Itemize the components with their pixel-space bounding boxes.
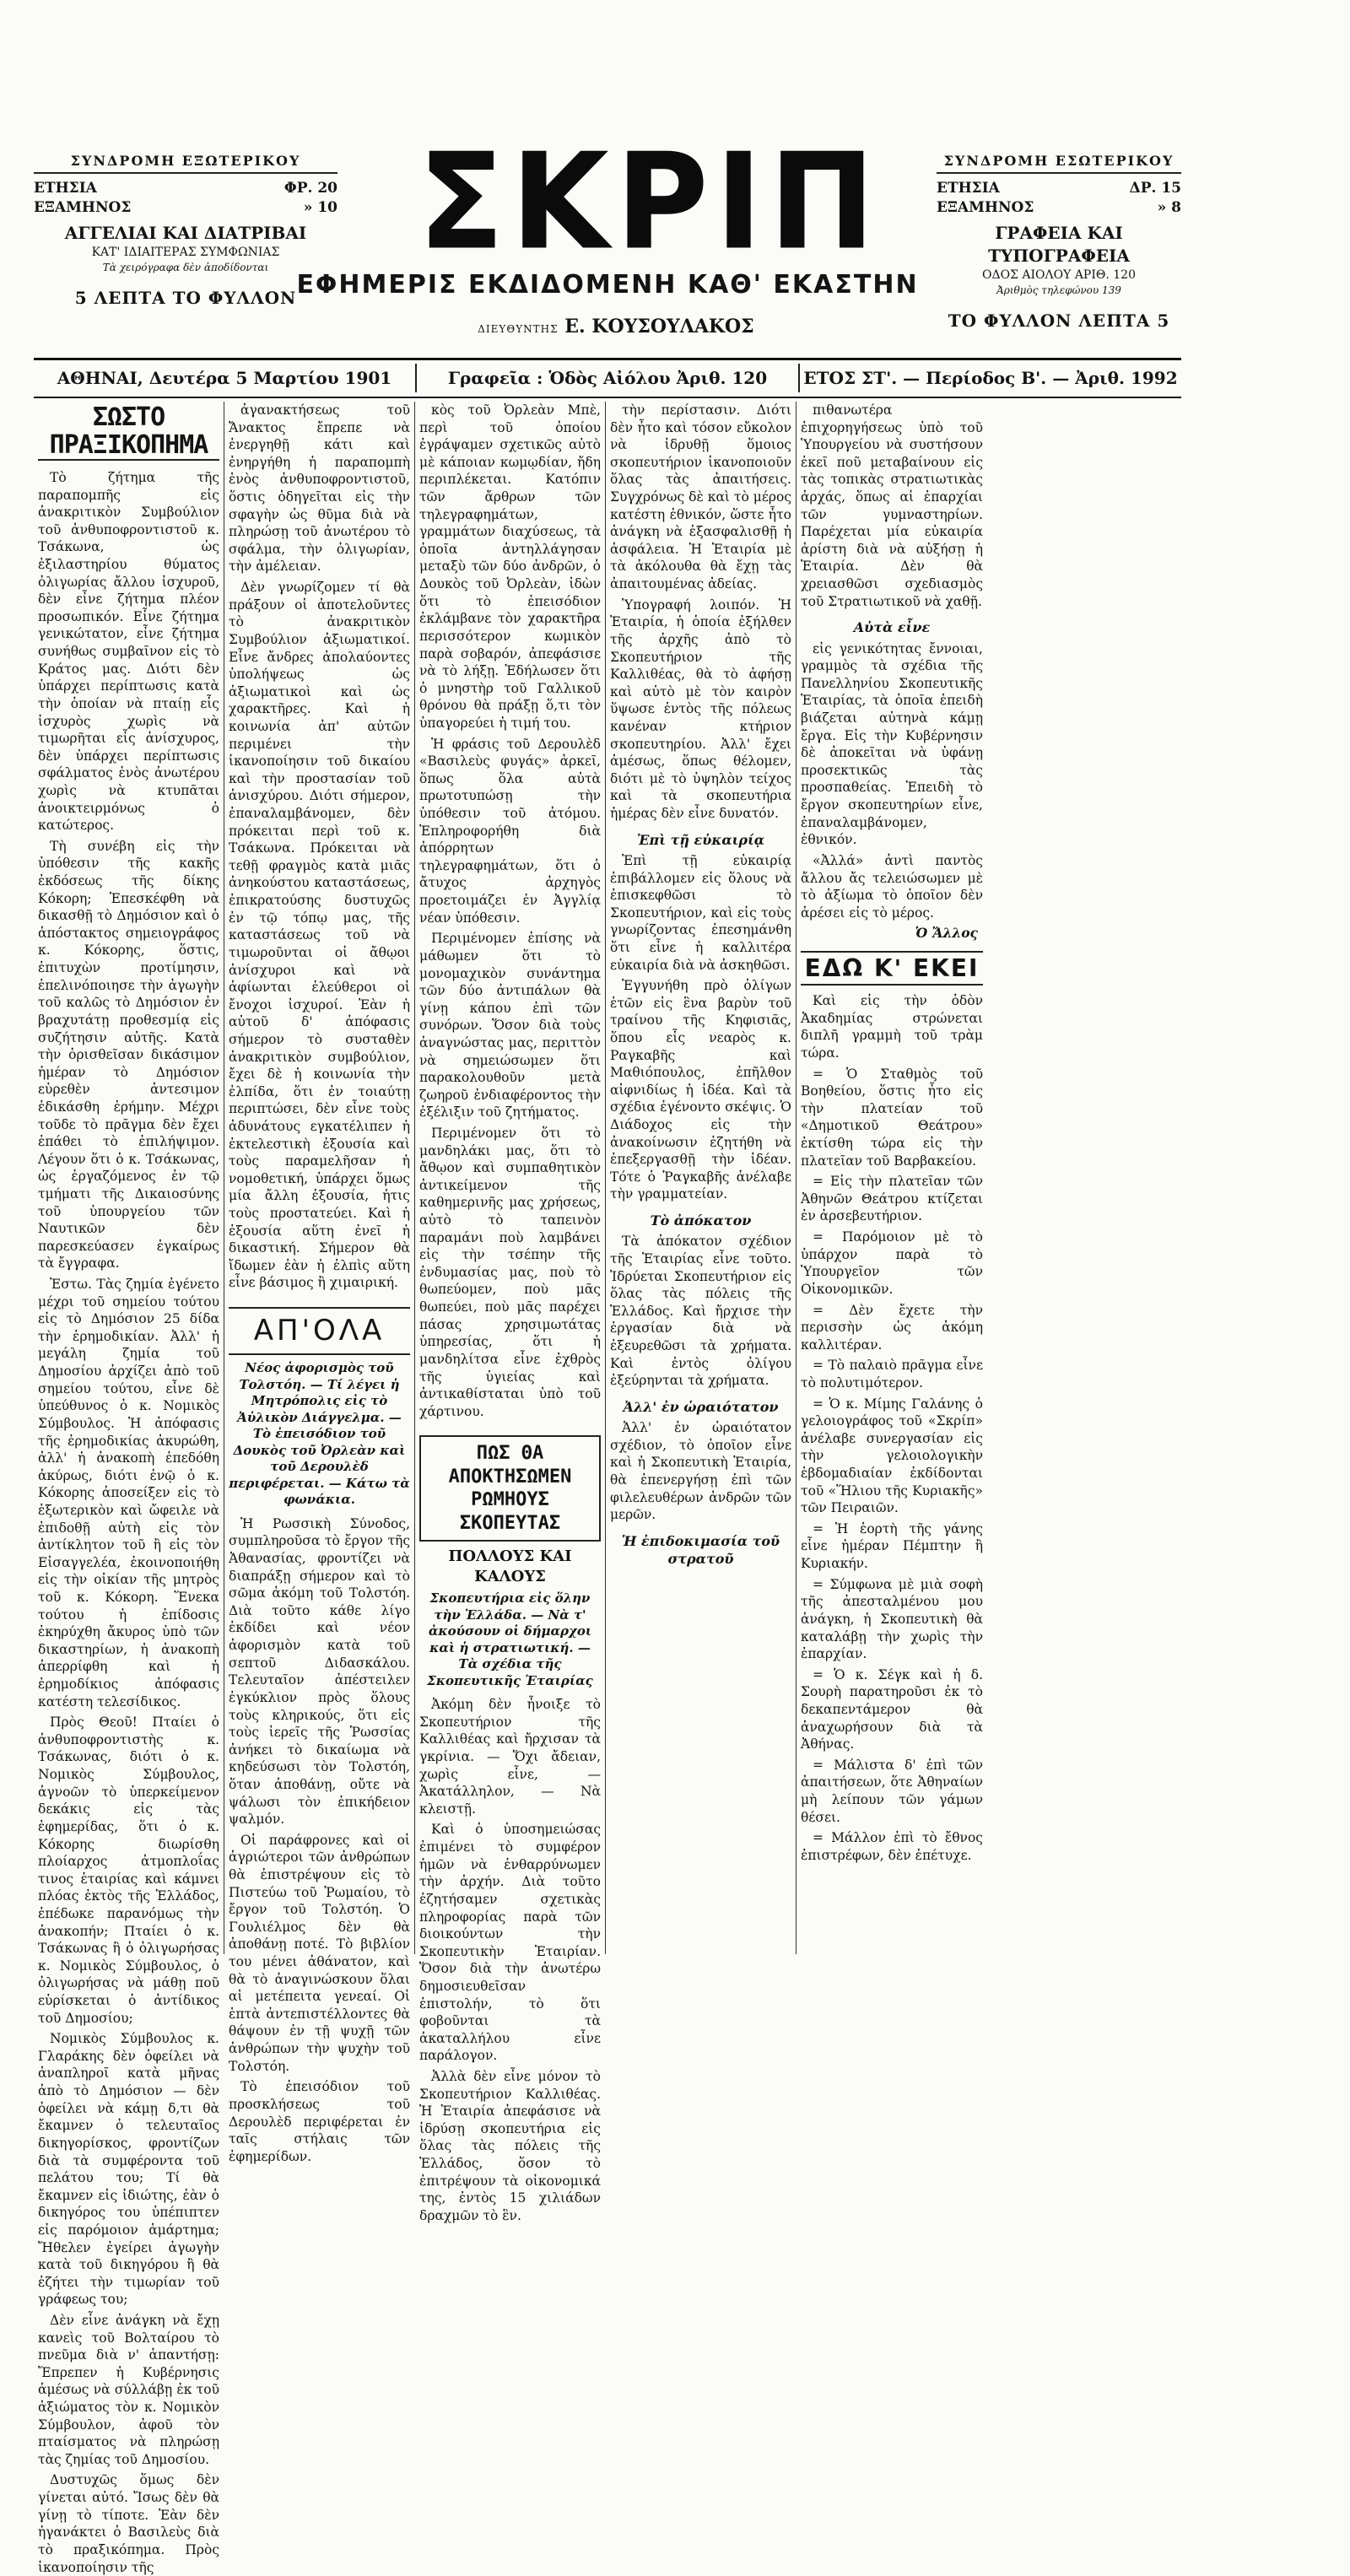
paragraph: Δυστυχῶς ὅμως δὲν γίνεται αὐτό. Ἴσως δὲν θὰ γίνῃ τὸ τίποτε. Ἐὰν δὲν ἠγανάκτει ὁ Βασιλεὺς διὰ τὸ πραξικόπημα. Πρὸς ἱκανοποίησιν τῆς: [38, 2472, 219, 2575]
brief-item: Καὶ εἰς τὴν ὁδὸν Ἀκαδημίας στρώνεται διπλῆ γραμμὴ τοῦ τρὰμ τώρα.: [801, 993, 983, 1061]
brief-item: = Τὸ παλαιὸ πρᾶγμα εἶνε τὸ πολυτιμότερον.: [801, 1358, 983, 1391]
subheading: Τὸ ἀπόκατον: [650, 1212, 752, 1229]
annual-label: ΕΤΗΣΙΑ: [34, 179, 97, 197]
brief-item: = Μάλλον ἐπὶ τὸ ἔθνος ἐπιστρέφων, δὲν ἐπέτυχε.: [801, 1830, 983, 1863]
lead-headline: ΣΩΣΤΟ ΠΡΑΞΙΚΟΠΗΜΑ: [38, 403, 219, 461]
paragraph: τὴν περίστασιν. Διότι δὲν ἦτο καὶ τόσον εὔκολον νὰ ἱδρυθῇ ὅμοιος σκοπευτήριον ἱκανοποιοῦν ὅλας τὰς ἀπαιτήσεις. Συγχρόνως δὲ καὶ τὸ μέρος κατέστη ἐθνικόν, ὥστε ἦτο ἀνάγκη νὰ ἐξασφαλισθῇ ἡ ἀσφάλεια. Ἡ Ἑταιρία μὲ τὰ ἀκόλουθα θὰ ἔχῃ τὰς ἀπαιτουμένας ἀδείας.: [610, 402, 791, 592]
issue-date: ΑΘΗΝΑΙ, Δευτέρα 5 Μαρτίου 1901: [57, 368, 392, 388]
director: [405, 316, 827, 338]
manuscripts-note: Τὰ χειρόγραφα δὲν ἀποδίδονται: [102, 262, 269, 274]
semi-value: » 8: [1157, 198, 1181, 216]
annual-value: ΦΡ. 20: [284, 179, 338, 197]
paragraph: ἀγανακτήσεως τοῦ Ἄνακτος ἔπρεπε νὰ ἐνεργηθῇ κάτι καὶ ἐνηργήθη ἡ παραπομπὴ ἑνὸς ἀνθυποφροντιστοῦ, ὅστις ὁδηγεῖται εἰς τὴν σφαγὴν ὡς θῦμα διὰ νὰ πληρώσῃ τοῦ ἀνωτέρου τὸ σφάλμα, τὴν ὀλιγωρίαν, τὴν ἀμέλειαν.: [229, 402, 410, 575]
director-name: Ε. ΚΟΥΣΟΥΛΑΚΟΣ: [564, 316, 754, 338]
ads-note: ΚΑΤ' ΙΔΙΑΙΤΕΡΑΣ ΣΥΜΦΩΝΙΑΣ: [91, 246, 280, 260]
column-4: [606, 402, 796, 1954]
paragraph: Καὶ ὁ ὑποσημειώσας ἐπιμένει τὸ συμφέρον ἡμῶν νὰ ἐνθαρρύνωμεν τὴν ἀρχήν. Διὰ τοῦτο ἐζητήσαμεν σχετικὰς πληροφορίας παρὰ τῶν διοικούντων τὴν Σκοπευτικὴν Ἑταιρίαν. Ὅσον διὰ τὴν ἀνωτέρω δημοσιευθεῖσαν ἐπιστολήν, τὸ ὅτι φοβοῦνται τὰ ἀκαταλλήλου εἶνε παράλογον.: [419, 1822, 601, 2064]
office-address: ΟΔΟΣ ΑΙΟΛΟΥ ΑΡΙΘ. 120: [982, 268, 1136, 283]
subheading: Ἐπὶ τῇ εὐκαιρίᾳ: [636, 831, 765, 848]
paragraph: Ἐπὶ τῇ εὐκαιρίᾳ ἐπιβάλλομεν εἰς ὅλους νὰ ἐπισκεφθῶσι τὸ Σκοπευτήριον, καὶ εἰς τοὺς γνωρίζοντας ἐπεσημάνθη ὅτι εἶνε ἡ καλλιτέρα εὐκαιρία διὰ νὰ ἀσκηθῶσι.: [610, 852, 791, 973]
paragraph: Ἀκόμη δὲν ἦνοιξε τὸ Σκοπευτήριον τῆς Καλλιθέας καὶ ἤρχισαν τὰ γκρίνια. — Ὅχι ἄδειαν, χωρὶς εἶνε, — Ἀκατάλληλον, — Νὰ κλειστῇ.: [419, 1697, 601, 1817]
brief-item: = Σύμφωνα μὲ μιὰ σοφὴ τῆς ἀπεσταλμένου μου ἀνάγκη, ἡ Σκοπευτικὴ θὰ καταλάβῃ τὴν χωρὶς τὴν ἐπαρχίαν.: [801, 1576, 983, 1662]
brief-item: = Ὁ κ. Σέγκ καὶ ἡ δ. Σουρὴ παρατηροῦσι ἐκ τὸ δεκαπεντάμερον θὰ ἀναχωρήσουν διὰ τὰ Ἀθήνας.: [801, 1666, 983, 1752]
paragraph: εἰς γενικότητας ἔννοιαι, γραμμὸς τὰ σχέδια τῆς Πανελληνίου Σκοπευτικῆς Ἑταιρίας, τὰ ὁποῖα ἐπειδὴ βιάζεται αὐτηνὰ κάμῃ ἔργα. Εἰς τὴν Κυβέρνησιν δὲ ἀποκεῖται νὰ ὑφάνῃ προσεκτικῶς τὰς προσπαθείας. Ἐπειδὴ τὸ ἔργον σκοπευτηρίων εἶνε, ἐπαναλαμβάνομεν, ἐθνικόν.: [801, 640, 983, 848]
article-columns: [34, 402, 1181, 2575]
semi-value: » 10: [303, 198, 338, 216]
masthead: [34, 125, 1181, 354]
brief-item: = Ὁ Σταθμὸς τοῦ Βοηθείου, ὅστις ἦτο εἰς τὴν πλατείαν τοῦ «Δημοτικοῦ Θεάτρου» ἐκτίσθη τώρα εἰς τὴν πλατεῖαν τοῦ Βαρβακείου.: [801, 1066, 983, 1169]
section-heading-edo-k-ekei: ΕΔΩ Κ' ΕΚΕΙ: [801, 951, 983, 986]
price-left: 5 ΛΕΠΤΑ ΤΟ ΦΥΛΛΟΝ: [74, 287, 297, 308]
date-bar: [34, 361, 1181, 395]
price-right: ΤΟ ΦΥΛΛΟΝ ΛΕΠΤΑ 5: [948, 310, 1170, 331]
subscription-foreign-title: ΣΥΝΔΡΟΜΗ ΕΞΩΤΕΡΙΚΟΥ: [34, 152, 338, 174]
semi-label: ΕΞΑΜΗΝΟΣ: [34, 198, 132, 216]
brief-item: = Ὁ κ. Μίμης Γαλάνης ὁ γελοιογράφος τοῦ «Σκρίπ» ἀνέλαβε συνεργασίαν εἰς τὴν γελοιολογικὴν ἑβδομαδιαίαν ἐκδίδονται τοῦ «Ἥλιου τῆς Κυριακῆς» τῶν Πειραιῶν.: [801, 1396, 983, 1516]
section-dek: Σκοπευτήρια εἰς ὅλην τὴν Ἑλλάδα. — Νὰ τ' ἀκούσουν οἱ δήμαρχοι καὶ ἡ στρατιωτική. — Τὰ σχέδια τῆς Σκοπευτικῆς Ἑταιρίας: [427, 1590, 593, 1688]
column-1: [34, 402, 224, 2575]
paragraph: Ἀλλ' ἐν ὡραιότατον σχέδιον, τὸ ὁποῖον εἶνε καὶ ἡ Σκοπευτικὴ Ἑταιρία, θὰ ἐπενεργήσῃ ἐπὶ τῶν φιλελευθέρων ἀνδρῶν τῶν μερῶν.: [610, 1420, 791, 1523]
tagline: ΕΦΗΜΕΡΙΣ ΕΚΔΙΔΟΜΕΝΗ ΚΑΘ' ΕΚΑΣΤΗΝ: [296, 270, 919, 300]
brief-item: = Ἡ ἑορτὴ τῆς γάνης εἶνε ἡμέραν Πέμπτην ἢ Κυριακήν.: [801, 1520, 983, 1572]
annual-value: ΔΡ. 15: [1129, 179, 1181, 197]
brief-item: = Παρόμοιον μὲ τὸ ὑπάρχον παρὰ τὸ Ὑπουργεῖον τῶν Οἰκονομικῶν.: [801, 1229, 983, 1297]
section-heading-apola: ΑΠ'ΟΛΑ: [229, 1307, 410, 1355]
office-line: Γραφεῖα : Ὁδὸς Αἰόλου Ἀριθ. 120: [447, 368, 768, 388]
paragraph: Ἐστω. Τὰς ζημία ἐγένετο μέχρι τοῦ σημείου τούτου εἰς τὸ Δημόσιον 25 δίδα τὴν ἐρημοδικίαν. Ἀλλ' ἡ μεγάλη ζημία τοῦ Δημοσίου ἀρχίζει ἀπὸ τοῦ σημείου τούτου, εἶνε δὲ ὑπεύθυνος ὁ κ. Νομικὸς Σύμβουλος. Ἡ ἀπόφασις τῆς ἐρημοδικίας ἀκυρώθη, ἀλλ' ἡ ἀνακοπὴ ἐπεδόθη ἀκύρως, διότι ἐνῷ ὁ κ. Κόκορης ἀποσείξεν εἰς τὸ ἐξωτερικὸν καὶ ὤφειλε νὰ ἐπιδοθῇ αὐτὴ εἰς τὸν ἀντίκλητον τοῦ ἢ εἰς τὸν Εἰσαγγελέα, ἐκοινοποιήθη εἰς τὴν οἰκίαν τῆς μητρὸς τοῦ κ. Κόκορη. Ἕνεκα τούτου ἡ ἐπίδοσις ἐκηρύχθη ἄκυρος ὑπὸ τῶν δικαστηρίων, ἡ ἀνακοπὴ ἀπερρίφθη καὶ ἡ ἐρημοδίκιος ἀπόφασις κατέστη τελεσίδικος.: [38, 1277, 219, 1709]
paragraph: Ἀλλὰ δὲν εἶνε μόνον τὸ Σκοπευτήριον Καλλιθέας. Ἡ Ἑταιρία ἀπεφάσισε νὰ ἱδρύσῃ σκοπευτήρια εἰς ὅλας τὰς πόλεις τῆς Ἑλλάδος, ὅσον τὸ ἐπιτρέψουν τὰ οἰκονομικά της, ἐντὸς 15 χιλιάδων δραχμῶν τὸ ἓν.: [419, 2069, 601, 2223]
paragraph: Ἡ Ρωσσικὴ Σύνοδος, συμπληροῦσα τὸ ἔργον τῆς Ἀθανασίας, φροντίζει νὰ διαπράξῃ σήμερον καὶ τὸ σῶμα ἀκόμη τοῦ Τολστόη. Διὰ τοῦτο κάθε λίγο ἐκδίδει καὶ νέον ἀφορισμὸν κατὰ τοῦ σεπτοῦ Διδασκάλου. Τελευταῖον ἀπέστειλεν ἐγκύκλιον πρὸς ὅλους τοὺς κληρικούς, ὅτι εἰς τοὺς ἱερεῖς τῆς Ῥωσσίας ἀνήκει τὸ δικαίωμα νὰ κηδεύσωσι τὸν Τολστόη, ὅταν ἀποθάνῃ, οὔτε νὰ ψάλωσι τὸν ἐπικήδειον ψαλμόν.: [229, 1515, 410, 1828]
paragraph: Ἡ φράσις τοῦ Δερουλὲδ «Βασιλεὺς φυγάς» ἀρκεῖ, ὅπως ὅλα αὐτὰ πρωτοτυπώσῃ τὴν ὑπόθεσιν τοῦ ἀτόμου. Ἐπληροφορήθη διὰ ἀπόρρητων τηλεγραφημάτων, ὅτι ὁ ἄτυχος ἀρχηγὸς προετοιμάζει ἐν Ἀγγλίᾳ νέαν ὑπόθεσιν.: [419, 736, 601, 926]
signature: Ὁ Ἄλλος: [915, 925, 978, 942]
section-dek: Νέος ἀφορισμὸς τοῦ Τολστόη. — Τί λέγει ἡ Μητρόπολις εἰς τὸ Ἀὐλικὸν Διάγγελμα. — Τὸ ἐπεισόδιον τοῦ Δουκὸς τοῦ Ὀρλεὰν καὶ τοῦ Δερουλὲδ περιφέρεται. — Κάτω τὰ φωνάκια.: [229, 1360, 410, 1508]
subheading: Ἡ ἐπιδοκιμασία τοῦ στρατοῦ: [621, 1532, 780, 1568]
column-5: [796, 402, 987, 1954]
paragraph: Τὴ συνέβη εἰς τὴν ὑπόθεσιν τῆς κακῆς ἐκδόσεως τῆς δίκης Κόκορη; Ἐπεσκέφθη νὰ δικασθῇ τὸ Δημόσιον καὶ ὁ ἀπόστακτος σημειογράφος κ. Κόκορης, ὅστις, ἐπιτυχὼν προτίμησιν, ἐπελινόποιησε τὴν ἀγωγὴν τοῦ καλῶς τὸ Δημόσιον ἐν βραχυτάτῃ προθεσμίᾳ εἰς συζήτησιν αὐτῆς. Κατὰ τὴν ὁρισθεῖσαν δικάσιμον ἡμέραν τὸ Δημόσιον εὑρεθὲν ἀντεσιμον ἐδικάσθη ἐρήμην. Μέχρι τοῦδε τὸ πρᾶγμα δὲν ἔχει ἐπάθει τὸ ἐπιλήψιμον. Λέγουν ὅτι ὁ κ. Τσάκωνας, ὡς ἐργαζόμενος ἐν τῷ τμήματι τῆς Δικαιοσύνης τοῦ ὑπουργείου τῶν Ναυτικῶν δὲν παρεσκεύασεν ἐγκαίρως τὰ ἔγγραφα.: [38, 838, 219, 1272]
ads-title: ΑΓΓΕΛΙΑΙ ΚΑΙ ΔΙΑΤΡΙΒΑΙ: [64, 223, 307, 244]
subscription-domestic-box: [937, 152, 1181, 332]
boxed-subheadline: ΠΟΛΛΟΥΣ ΚΑΙ ΚΑΛΟΥΣ: [448, 1547, 572, 1586]
annual-label: ΕΤΗΣΙΑ: [937, 179, 1000, 197]
paragraph: Δὲν γνωρίζομεν τί θὰ πράξουν οἱ ἀποτελοῦντες τὸ ἀνακριτικὸν Συμβούλιον ἀξιωματικοί. Εἶνε ἄνδρες ἀπολαύοντες ὑπολήψεως ὡς ἀξιωματικοὶ καὶ ὡς χαρακτῆρες. Καὶ ἡ κοινωνία ἀπ' αὐτῶν περιμένει τὴν ἱκανοποίησιν τοῦ δικαίου καὶ τὴν προστασίαν τοῦ ἀνισχύρου. Διότι σήμερον, ἐπαναλαμβάνομεν, δὲν πρόκειται περὶ τοῦ κ. Τσάκωνα. Πρόκειται νὰ τεθῇ φραγμὸς κατὰ μιᾶς ἀνηκούστου καταστάσεως, ἐπικρατούσης δυστυχῶς ἐν τῷ τόπῳ μας, τῆς καταστάσεως τοῦ νὰ τιμωροῦνται οἱ ἄθῳοι ἀνίσχυροι καὶ νὰ ἀφίωνται ἐλεύθεροι οἱ ἔνοχοι ἰσχυροί. Ἐὰν ἡ αὐτοῦ δ' ἀπόφασις σήμερον τὸ συσταθὲν ἀνακριτικὸν συμβούλιον, ἔχει δὲ ἡ κοινωνία τὴν ἐλπίδα, ὅτι ἐν τοιαύτῃ περιπτώσει, δὲν εἶνε τοὺς ἀδυνάτους εγκατέλιπεν ἡ ἐκτελεστικὴ ἐξουσία καὶ τοὺς παραμελῆσαν ἡ νομοθετική, ὑπάρχει ὅμως μία ἄλλη ἐξουσία, ἡτις τοὺς προστατεύει. Καὶ ἡ ἐξουσία αὕτη ἐνεῖ ἡ δικαστική. Σήμερον θὰ ἴδωμεν ἐὰν ἡ ἐλπὶς αὕτη εἶνε βάσιμος ἢ χιμαιρική.: [229, 580, 410, 1291]
paragraph: Νομικὸς Σύμβουλος κ. Γλαράκης δὲν ὀφείλει νὰ ἀναπληροῖ κατὰ μῆνας ἀπὸ τὸ Δημόσιον — δὲν ὀφείλει νὰ κάμῃ δ,τι θὰ ἔκαμνεν ὁ τελευταῖος δικηγορίσκος, φροντίζων διὰ τὰ συμφέροντα τοῦ πελάτου του; Τί θὰ ἔκαμνεν εἰς ἰδιώτης, ἐὰν ὁ δικηγόρος του ὑπέπιπτεν εἰς παρόμοιον ἁμάρτημα; Ἤθελεν ἐγείρει ἀγωγὴν κατὰ τοῦ δικηγόρου ἢ θὰ ἐζήτει τὴν τιμωρίαν τοῦ γράφεως του;: [38, 2031, 219, 2308]
subscription-domestic-title: ΣΥΝΔΡΟΜΗ ΕΣΩΤΕΡΙΚΟΥ: [937, 152, 1181, 174]
paragraph: Περιμένομεν ὅτι τὸ μανδηλάκι μας, ὅτι τὸ ἄθῳον καὶ συμπαθητικὸν ἀντικείμενον τῆς καθημερινῆς μας χρήσεως, αὐτὸ τὸ ταπεινὸν παραμάνι ποὺ λαμβάνει εἰς τὴν τσέπην τῆς ἐνδυμασίας μας, ποὺ τὸ θωπεύομεν, ποὺ μᾶς θωπεύει, ποὺ μᾶς παρέχει πάσας χρησιμωτάτας ὑπηρεσίας, ὅτι ἡ μανδηλίτσα εἶνε ἐχθρὸς τῆς ὑγιείας καὶ ἀντικαθίσταται ὑπὸ τοῦ χάρτινου.: [419, 1125, 601, 1419]
paragraph: Δὲν εἶνε ἀνάγκη νὰ ἔχῃ κανεὶς τοῦ Βολταίρου τὸ πνεῦμα διὰ ν' ἀπαντήσῃ: Ἔπρεπεν ἡ Κυβέρνησις ἀμέσως νὰ σύλλάβῃ ἐκ τοῦ ἀξιώματος τὸν κ. Νομικὸν Σύμβουλον, ἀφοῦ τὸν πταίσματος νὰ πληρώσῃ τὰς ζημίας τοῦ Δημοσίου.: [38, 2312, 219, 2467]
director-label: ΔΙΕΥΘΥΝΤΗΣ: [478, 323, 559, 335]
issue-number: ΕΤΟΣ ΣΤ'. — Περίοδος Β'. — Ἀριθ. 1992: [803, 368, 1178, 388]
paragraph: Πρὸς Θεοῦ! Πταίει ὁ ἀνθυποφροντιστὴς κ. Τσάκωνας, διότι ὁ κ. Νομικὸς Σύμβουλος, ἀγνοῶν τὸ ὑπερκείμενον δεκάκις εἰς τὰς ἐφημερίδας, ὅτι ὁ κ. Κόκορης διωρίσθη πλοίαρχος ἀτμοπλοΐας τινος ἑταιρίας καὶ κάμνει πλόας ἐκτὸς τῆς Ἑλλάδος, ἐπέδωκε παρανόμως τὴν ἀνακοπήν; Πταίει ὁ κ. Τσάκωνας ἢ ὁ ὀλιγωρήσας κ. Νομικὸς Σύμβουλος, ὁ ὀλιγωρήσας νὰ μάθῃ ποῦ εὑρίσκεται ὁ ἀντίδικος τοῦ Δημοσίου;: [38, 1715, 219, 2026]
masthead-rule: [34, 358, 1181, 360]
paragraph: Τὸ ζήτημα τῆς παραπομπῆς εἰς ἀνακριτικὸν Συμβούλιον τοῦ ἀνθυποφροντιστοῦ κ. Τσάκωνα, ὡς ἐξιλαστηρίου θύματος ὀλιγωρίας ἄλλου ἰσχυροῦ, δὲν εἶνε ζήτημα πλέον προσωπικόν. Εἶνε ζήτημα γενικώτατον, εἶνε ζήτημα συνήθως συμβαῖνον εἰς τὸ Κράτος μας. Διότι δὲν ὑπάρχει περίπτωσις κατὰ τὴν ὁποίαν νὰ πταίῃ εἷς ἰσχυρὸς χωρὶς νὰ τιμωρῆται εἷς ἀνίσχυρος, δὲν ὑπάρχει περίπτωσις σφάλματος ἑνὸς ἀνωτέρου χωρὶς νὰ κτυπᾶται ἀνοικτειρμόνως ὁ κατώτερος.: [38, 470, 219, 834]
column-3: [415, 402, 606, 2223]
office-title: ΓΡΑΦΕΙΑ ΚΑΙ ΤΥΠΟΓΡΑΦΕΙΑ: [988, 223, 1130, 267]
brief-item: = Εἰς τὴν πλατεῖαν τῶν Ἀθηνῶν Θεάτρου κτίζεται ἐν ἀρσεβευτήριον.: [801, 1174, 983, 1224]
date-rule: [34, 397, 1181, 398]
subheading: Ἀλλ' ἐν ὡραιότατον: [623, 1398, 779, 1415]
paragraph: Ὑπογραφή λοιπόν. Ἡ Ἑταιρία, ἡ ὁποία ἐξήλθεν τῆς ἀρχῆς ἀπὸ τὸ Σκοπευτήριον τῆς Καλλιθέας, θὰ τὸ ἀφήσῃ καὶ αὐτὸ μὲ τὸν καιρὸν ὕψωσε ἐντὸς τῆς πόλεως κανέναν κτήριον σκοπευτηρίου. Ἀλλ' ἔχει ἀμέσως, ὅπως θέλομεν, διότι μὲ τὸ ὑψηλὸν τείχος καὶ τὰ σκοπευτήρια ἡμέρας δὲν εἶνε δυνατόν.: [610, 597, 791, 822]
newspaper-logo: ΣΚΡΙΠ: [418, 125, 882, 280]
brief-item: = Μάλιστα δ' ἐπὶ τῶν ἀπαιτήσεων, ὅτε Ἀθηναίων μὴ λείπουν τῶν γάμων θέσει.: [801, 1757, 983, 1825]
paragraph: κὸς τοῦ Ὀρλεὰν Μπὲ, περὶ τοῦ ὁποίου ἐγράψαμεν σχετικῶς αὐτὸ μὲ κάποιαν κωμῳδίαν, ἤδη περιπλέκεται. Κατόπιν τῶν ἄρθρων τῶν τηλεγραφημάτων, γραμμάτων διαχύσεως, τὰ ὁποῖα ἀντηλλάγησαν μεταξὺ τῶν δύο ἀνδρῶν, ὁ Δουκὸς τοῦ Ὀρλεὰν, ἰδὼν ὅτι τὸ ἐπεισόδιον ἐκλάμβανε τὸν χαρακτῆρα περισσότερον κωμικὸν παρὰ σοβαρόν, ἀπεφάσισε νὰ τὸ λήξῃ. Ἐδήλωσεν ὅτι ὁ μνηστὴρ τοῦ Γαλλικοῦ θρόνου θὰ πράξῃ ὅ,τι τὸν ὑπαγορεύει ἡ τιμή του.: [419, 402, 601, 731]
semi-label: ΕΞΑΜΗΝΟΣ: [937, 198, 1034, 216]
paragraph: Περιμένομεν ἐπίσης νὰ μάθωμεν ὅτι τὸ μονομαχικὸν συνάντημα τῶν δύο ἀντιπάλων θὰ γίνῃ κάπου ἐπὶ τῶν συνόρων. Ὅσον διὰ τοὺς ἀναγνώστας μας, περιττὸν νὰ σημειώσωμεν ὅτι παρακολουθοῦν μετὰ ζωηροῦ ἐνδιαφέροντος τὴν ἐξέλιξιν τοῦ ζητήματος.: [419, 931, 601, 1121]
column-2: [224, 402, 415, 2164]
subheading: Αὐτὰ εἶνε: [853, 619, 931, 636]
paragraph: Ἐγγυνήθη πρὸ ὀλίγων ἐτῶν εἰς ἓνα βαρὺν τοῦ τραίνου τῆς Κηφισιᾶς, ὅπου εἷς νεαρὸς κ. Ραγκαβῆς καὶ Μαθιόπουλος, ἐπῆλθον αἰφνιδίως ἡ ἰδέα. Καὶ τὰ σχέδια ἐγένοντο σκέψις. Ὁ Διάδοχος εἰς τὴν ἀνακοίνωσιν ἐζητήθη νὰ ἐπεξεργασθῇ τὴν ἰδέαν. Τότε ὁ Ῥαγκαβῆς ἀνέλαβε τὴν γραμματείαν.: [610, 978, 791, 1202]
brief-item: = Δὲν ἔχετε τὴν περισσὴν ὡς ἀκόμη καλλιτέραν.: [801, 1302, 983, 1353]
paragraph: Τὰ ἀπόκατον σχέδιον τῆς Ἑταιρίας εἶνε τοῦτο. Ἰδρύεται Σκοπευτήριον εἰς ὅλας τὰς πόλεις τῆς Ἑλλάδος. Καὶ ἤρχισε τὴν ἐργασίαν διὰ νὰ ἐξευρεθῶσι τὰ χρήματα. Καὶ ἐντὸς ὀλίγου ἐξεύρηνται τὰ χρήματα.: [610, 1234, 791, 1389]
paragraph: Τὸ ἐπεισόδιον τοῦ προσκλήσεως τοῦ Δερουλὲδ περιφέρεται ἐν ταῖς στήλαις τῶν ἐφημερίδων.: [229, 2079, 410, 2164]
boxed-headline: ΠΩΣ ΘΑ ΑΠΟΚΤΗΣΩΜΕΝ ΡΩΜΗΟΥΣ ΣΚΟΠΕΥΤΑΣ: [419, 1435, 601, 1542]
phone-number: Ἀριθμὸς τηλεφώνου 139: [996, 284, 1121, 297]
paragraph: Οἱ παράφρονες καὶ οἱ ἀγριώτεροι τῶν ἀνθρώπων θὰ ἐπιστρέψουν εἰς τὸ Πιστεύω τοῦ Ῥωμαίου, τὸ ἔργον τοῦ Τολστόη. Ὁ Γουλιέλμος δὲν θὰ ἀποθάνῃ ποτέ. Τὸ βιβλίον του μένει ἀθάνατον, καὶ θὰ τὸ ἀναγινώσκουν ὅλαι αἱ μετέπειτα γενεαί. Οἱ ἑπτὰ ἀντεπιστέλλοντες θὰ θάψουν ἐν τῇ ψυχῇ τῶν ἀνθρώπων τὴν ψυχὴν τοῦ Τολστόη.: [229, 1832, 410, 2074]
paragraph: πιθανωτέρα ἐπιχορηγήσεως ὑπὸ τοῦ Ὑπουργείου νὰ συστήσουν ἐκεῖ ποῦ μεταβαίνουν εἰς τὰς τοπικὰς στρατιωτικὰς ἀρχάς, ὅπως αἱ ἐπαρχίαι τῶν γυμναστηρίων. Παρέχεται μία εὐκαιρία ἀρίστη διὰ νὰ αὐξήσῃ ἡ Ἑταιρία. Δὲν θὰ χρειασθῶσι σχεδιασμὸς τοῦ Στρατιωτικοῦ νὰ χαθῇ.: [801, 402, 983, 609]
paragraph: «Ἀλλά» ἀντὶ παντὸς ἄλλου ἄς τελειώσωμεν μὲ τὸ ἀξίωμα τὸ ὁποῖον δὲν ἀρέσει εἰς τὸ μέρος.: [801, 852, 983, 921]
